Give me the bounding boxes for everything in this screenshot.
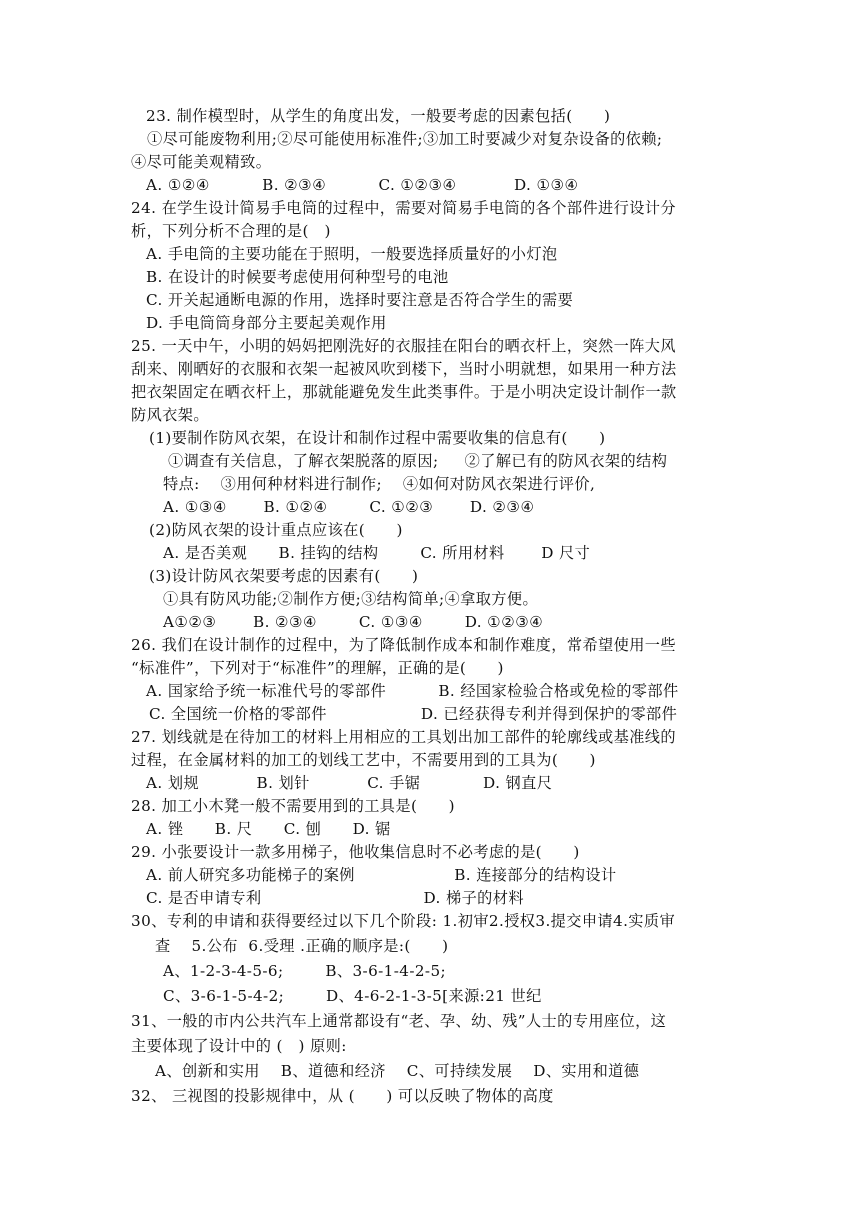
question-24-option-d: D. 手电筒筒身部分主要起美观作用 [146, 314, 387, 332]
question-25-stem: 25. 一天中午，小明的妈妈把刚洗好的衣服挂在阳台的晒衣杆上，突然一阵大风 [131, 337, 676, 355]
question-25-sub1-items: ①调查有关信息，了解衣架脱落的原因; ②了解已有的防风衣架的结构 [168, 452, 668, 470]
question-25-sub3-stem: (3)设计防风衣架要考虑的因素有( ) [149, 567, 419, 585]
question-26-stem-cont: “标准件”，下列对于“标准件”的理解，正确的是( ) [131, 659, 504, 677]
question-25-sub1-options: A. ①③④ B. ①②④ C. ①②③ D. ②③④ [163, 498, 535, 516]
question-26-options-ab: A. 国家给予统一标准代号的零部件 B. 经国家检验合格或免检的零部件 [146, 682, 679, 700]
question-29-options-cd: C. 是否申请专利 D. 梯子的材料 [146, 889, 524, 907]
question-23-options: A. ①②④ B. ②③④ C. ①②③④ D. ①③④ [146, 176, 579, 194]
question-30-stem-cont: 查 5.公布 6.受理 .正确的顺序是:( ) [155, 937, 449, 955]
question-24-option-b: B. 在设计的时候要考虑使用何种型号的电池 [146, 268, 449, 286]
question-25-sub2-options: A. 是否美观 B. 挂钩的结构 C. 所用材料 D 尺寸 [163, 544, 591, 562]
question-29-options-ab: A. 前人研究多功能梯子的案例 B. 连接部分的结构设计 [146, 866, 617, 884]
question-24-stem: 24. 在学生设计简易手电筒的过程中，需要对简易手电筒的各个部件进行设计分 [131, 199, 676, 217]
question-26-options-cd: C. 全国统一价格的零部件 D. 已经获得专利并得到保护的零部件 [149, 705, 678, 723]
question-23-factors-cont: ④尽可能美观精致。 [131, 153, 272, 171]
question-30-options-cd: C、3-6-1-5-4-2; D、4-6-2-1-3-5[来源:21 世纪 [163, 987, 542, 1005]
question-25-stem-line2: 刮来、刚晒好的衣服和衣架一起被风吹到楼下，当时小明就想，如果用一种方法 [131, 360, 677, 378]
question-25-sub1-items-cont: 特点: ③用何种材料进行制作; ④如何对防风衣架进行评价, [163, 475, 596, 493]
question-31-stem-cont: 主要体现了设计中的 ( ) 原则: [131, 1037, 347, 1055]
question-26-stem: 26. 我们在设计制作的过程中，为了降低制作成本和制作难度，常希望使用一些 [131, 636, 676, 654]
question-31-stem: 31、一般的市内公共汽车上通常都设有“老、孕、幼、残”人士的专用座位，这 [131, 1012, 667, 1030]
question-27-stem-cont: 过程，在金属材料的加工的划线工艺中，不需要用到的工具为( ) [131, 751, 596, 769]
question-25-sub2-stem: (2)防风衣架的设计重点应该在( ) [149, 521, 403, 539]
question-28-options: A. 锉 B. 尺 C. 刨 D. 锯 [146, 820, 391, 838]
question-24-option-a: A. 手电筒的主要功能在于照明，一般要选择质量好的小灯泡 [146, 245, 558, 263]
question-23-stem: 23. 制作模型时，从学生的角度出发，一般要考虑的因素包括( ) [146, 107, 611, 125]
question-27-stem: 27. 划线就是在待加工的材料上用相应的工具划出加工部件的轮廓线或基准线的 [131, 728, 676, 746]
question-24-stem-cont: 析，下列分析不合理的是( ) [131, 222, 331, 240]
question-31-options: A、创新和实用 B、道德和经济 C、可持续发展 D、实用和道德 [155, 1062, 640, 1080]
question-32-stem: 32、 三视图的投影规律中，从 ( ) 可以反映了物体的高度 [131, 1087, 554, 1105]
question-25-stem-line3: 把衣架固定在晒衣杆上，那就能避免发生此类事件。于是小明决定设计制作一款 [131, 383, 677, 401]
question-27-options: A. 划规 B. 划针 C. 手锯 D. 钢直尺 [146, 774, 553, 792]
question-29-stem: 29. 小张要设计一款多用梯子，他收集信息时不必考虑的是( ) [131, 843, 580, 861]
question-25-sub3-items: ①具有防风功能;②制作方便;③结构简单;④拿取方便。 [163, 590, 539, 608]
question-23-factors: ①尽可能废物利用;②尽可能使用标准件;③加工时要减少对复杂设备的依赖; [147, 130, 663, 148]
question-24-option-c: C. 开关起通断电源的作用，选择时要注意是否符合学生的需要 [146, 291, 574, 309]
question-30-stem: 30、专利的申请和获得要经过以下几个阶段: 1.初审2.授权3.提交申请4.实质审 [131, 912, 676, 930]
question-25-stem-line4: 防风衣架。 [131, 406, 209, 424]
question-30-options-ab: A、1-2-3-4-5-6; B、3-6-1-4-2-5; [163, 962, 447, 980]
question-25-sub3-options: A①②③ B. ②③④ C. ①③④ D. ①②③④ [163, 613, 544, 631]
question-25-sub1-stem: (1)要制作防风衣架，在设计和制作过程中需要收集的信息有( ) [149, 429, 606, 447]
question-28-stem: 28. 加工小木凳一般不需要用到的工具是( ) [131, 797, 455, 815]
